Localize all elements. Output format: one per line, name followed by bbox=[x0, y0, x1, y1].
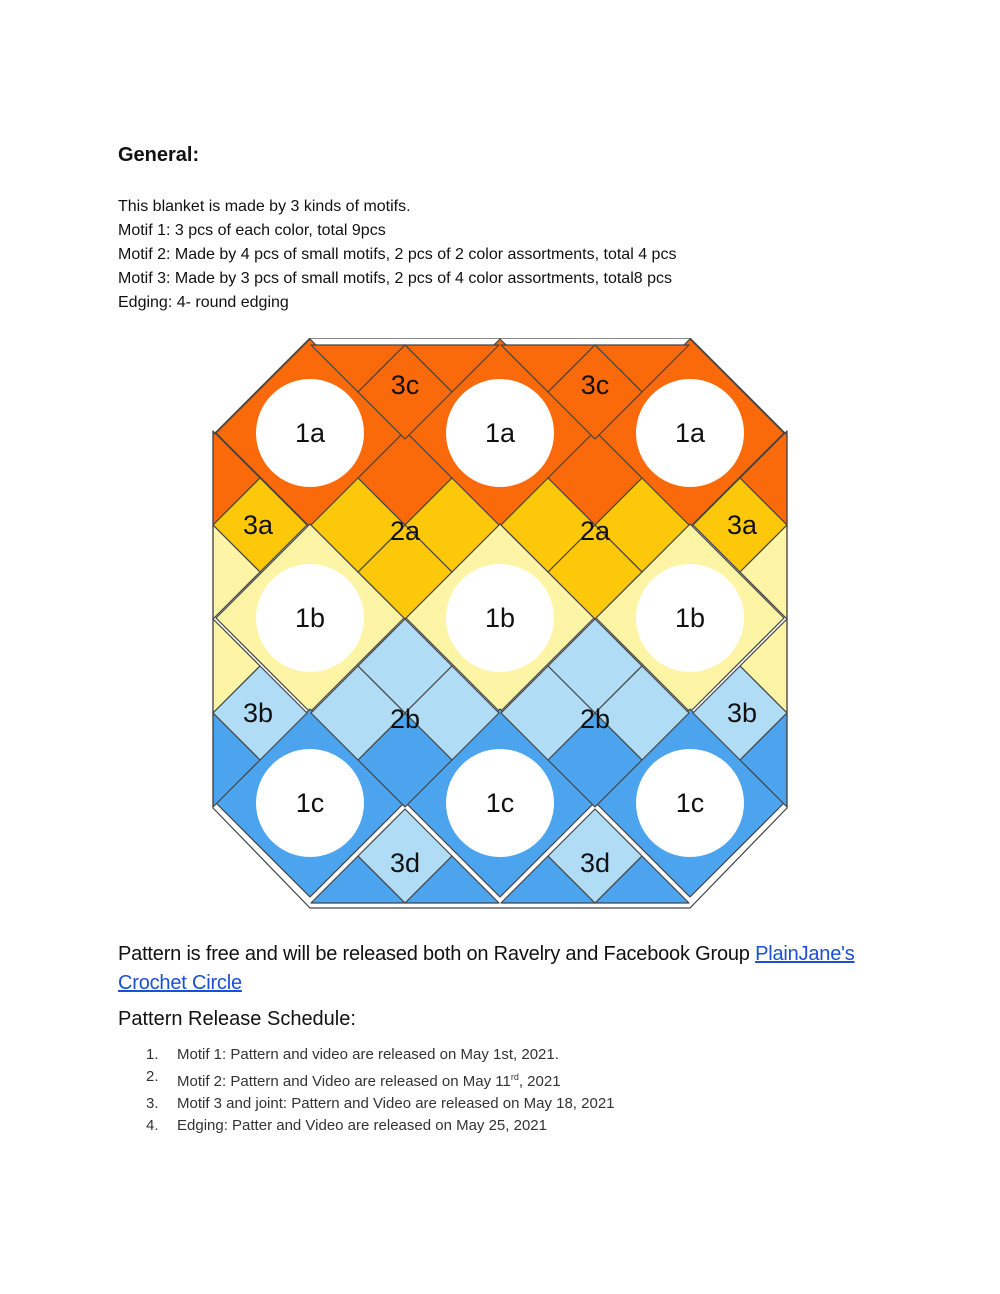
facebook-group-link[interactable]: PlainJane's Crochet Circle bbox=[118, 943, 855, 994]
blanket-layout-diagram bbox=[200, 338, 800, 918]
item-number: 2. bbox=[146, 1068, 159, 1085]
announcement-text: Pattern is free and will be released both on Ravelry and Facebook Group bbox=[118, 943, 756, 965]
motif-label: 2a bbox=[389, 516, 421, 546]
item-number: 4. bbox=[146, 1117, 159, 1134]
schedule-title: Pattern Release Schedule: bbox=[118, 1008, 356, 1030]
motif-label: 1c bbox=[485, 788, 515, 818]
item-text: Motif 1: Pattern and video are released on May 1st, 2021. bbox=[177, 1046, 559, 1063]
intro-line: Motif 3: Made by 3 pcs of small motifs, 2 pcs of 4 color assortments, total8 pcs bbox=[118, 270, 672, 287]
list-item bbox=[146, 1044, 615, 1066]
motif-label: 3a bbox=[726, 510, 758, 540]
motif-label: 1b bbox=[484, 603, 516, 633]
motif-label: 1a bbox=[294, 418, 326, 448]
motif-label: 3c bbox=[390, 370, 420, 400]
motif-label: 3d bbox=[389, 848, 421, 878]
motif-label: 1c bbox=[675, 788, 705, 818]
list-item bbox=[146, 1066, 615, 1093]
motif-label: 2a bbox=[579, 516, 611, 546]
release-announcement bbox=[118, 940, 898, 998]
motif-label: 2b bbox=[389, 704, 421, 734]
motif-label: 3c bbox=[580, 370, 610, 400]
motif-label: 1b bbox=[674, 603, 706, 633]
motif-label: 3b bbox=[242, 698, 274, 728]
motif-label: 1b bbox=[294, 603, 326, 633]
item-text-main: Motif 2: Pattern and Video are released on May 11 bbox=[177, 1073, 511, 1090]
general-heading: General: bbox=[118, 144, 200, 166]
motif-label: 2b bbox=[579, 704, 611, 734]
release-schedule-list bbox=[146, 1044, 615, 1137]
item-text: Motif 3 and joint: Pattern and Video are released on May 18, 2021 bbox=[177, 1095, 615, 1112]
general-description bbox=[118, 195, 676, 315]
item-text-tail: , 2021 bbox=[518, 1073, 561, 1090]
motif-label: 1a bbox=[674, 418, 706, 448]
item-number: 1. bbox=[146, 1046, 159, 1063]
motif-label: 1a bbox=[484, 418, 516, 448]
motif-label: 3b bbox=[726, 698, 758, 728]
list-item bbox=[146, 1115, 615, 1137]
motif-label: 1c bbox=[295, 788, 325, 818]
list-item bbox=[146, 1093, 615, 1115]
motif-label: 3a bbox=[242, 510, 274, 540]
ordinal-suffix: rd bbox=[510, 1072, 519, 1082]
item-number: 3. bbox=[146, 1095, 159, 1112]
intro-line: Motif 1: 3 pcs of each color, total 9pcs bbox=[118, 222, 386, 239]
intro-line: This blanket is made by 3 kinds of motifs. bbox=[118, 198, 411, 215]
item-text: Edging: Patter and Video are released on May 25, 2021 bbox=[177, 1117, 547, 1134]
intro-line: Edging: 4- round edging bbox=[118, 294, 289, 311]
motif-label: 3d bbox=[579, 848, 611, 878]
intro-line: Motif 2: Made by 4 pcs of small motifs, 2 pcs of 2 color assortments, total 4 pcs bbox=[118, 246, 677, 263]
item-text bbox=[177, 1066, 561, 1093]
